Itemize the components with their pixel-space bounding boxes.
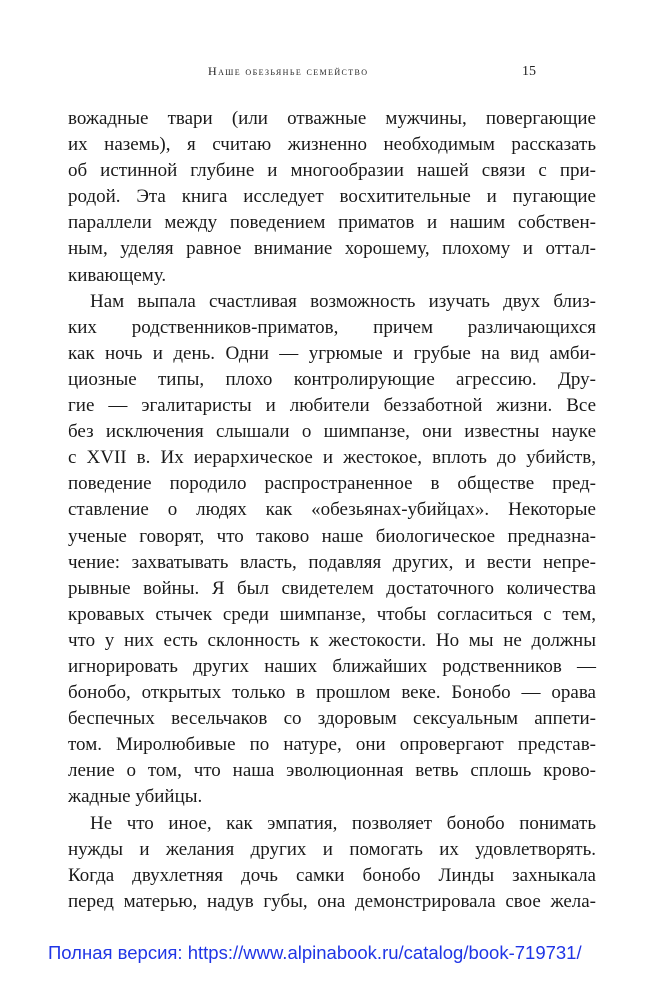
text-line: об истинной глубине и многообразии нашей связи с при-: [68, 160, 596, 182]
text-line: ным, уделяя равное внимание хорошему, плохому и оттал-: [68, 238, 596, 260]
text-line: чение: захватывать власть, подавляя других, и вести непре-: [68, 551, 596, 573]
text-line: ление о том, что наша эволюционная ветвь сплошь крово-: [68, 760, 596, 782]
body-text: [68, 106, 596, 915]
text-line: с XVII в. Их иерархическое и жестокое, вплоть до убийств,: [68, 447, 596, 469]
text-line: их наземь), я считаю жизненно необходимым рассказать: [68, 134, 596, 156]
text-line: рывные войны. Я был свидетелем достаточного количества: [68, 577, 596, 599]
text-line: поведение породило распространенное в обществе пред-: [68, 473, 596, 495]
text-line: игнорировать других наших ближайших родственников —: [68, 655, 596, 677]
text-line: родой. Эта книга исследует восхитительные и пугающие: [68, 186, 596, 208]
text-line: параллели между поведением приматов и нашим собствен-: [68, 212, 596, 234]
text-line: кровавых стычек среди шимпанзе, чтобы согласиться с тем,: [68, 603, 596, 625]
text-line: жадные убийцы.: [68, 786, 203, 808]
paragraph: [68, 289, 596, 811]
text-line: гие — эгалитаристы и любители беззаботной жизни. Все: [68, 395, 596, 417]
paragraph: [68, 811, 596, 915]
text-line: что у них есть склонность к жестокости. Но мы не должны: [68, 629, 596, 651]
text-line: вожадные твари (или отважные мужчины, повергающие: [68, 108, 596, 129]
text-line: ученые говорят, что таково наше биологическое предназна-: [68, 525, 596, 547]
text-line: беспечных весельчаков со здоровым сексуальным аппети-: [68, 708, 596, 730]
text-line: циозные типы, плохо контролирующие агрессию. Дру-: [68, 368, 596, 390]
text-line: Не что иное, как эмпатия, позволяет бонобо понимать: [90, 812, 596, 834]
text-line: бонобо, открытых только в прошлом веке. Бонобо — орава: [68, 682, 596, 704]
text-line: как ночь и день. Одни — угрюмые и грубые на вид амби-: [68, 342, 596, 364]
text-line: Когда двухлетняя дочь самки бонобо Линды захныкала: [68, 864, 596, 886]
text-line: Нам выпала счастливая возможность изучать двух близ-: [90, 290, 596, 312]
text-line: без исключения слышали о шимпанзе, они известны науке: [68, 421, 596, 443]
text-line: том. Миролюбивые по натуре, они опровергают представ-: [68, 734, 596, 756]
paragraph: [68, 106, 596, 289]
text-line: нужды и желания других и помогать их удовлетворять.: [68, 838, 596, 860]
full-version-link[interactable]: Полная версия: https://www.alpinabook.ru/catalog/book-719731/: [48, 942, 582, 963]
text-line: перед матерью, надув губы, она демонстрировала свое жела-: [68, 890, 596, 912]
text-line: ставление о людях как «обезьянах-убийцах». Некоторые: [68, 499, 596, 521]
running-head: Наше обезьянье семейство: [208, 64, 369, 78]
page-number: 15: [522, 64, 536, 79]
text-line: ких родственников-приматов, причем различающихся: [68, 316, 596, 338]
text-line: кивающему.: [68, 264, 167, 286]
